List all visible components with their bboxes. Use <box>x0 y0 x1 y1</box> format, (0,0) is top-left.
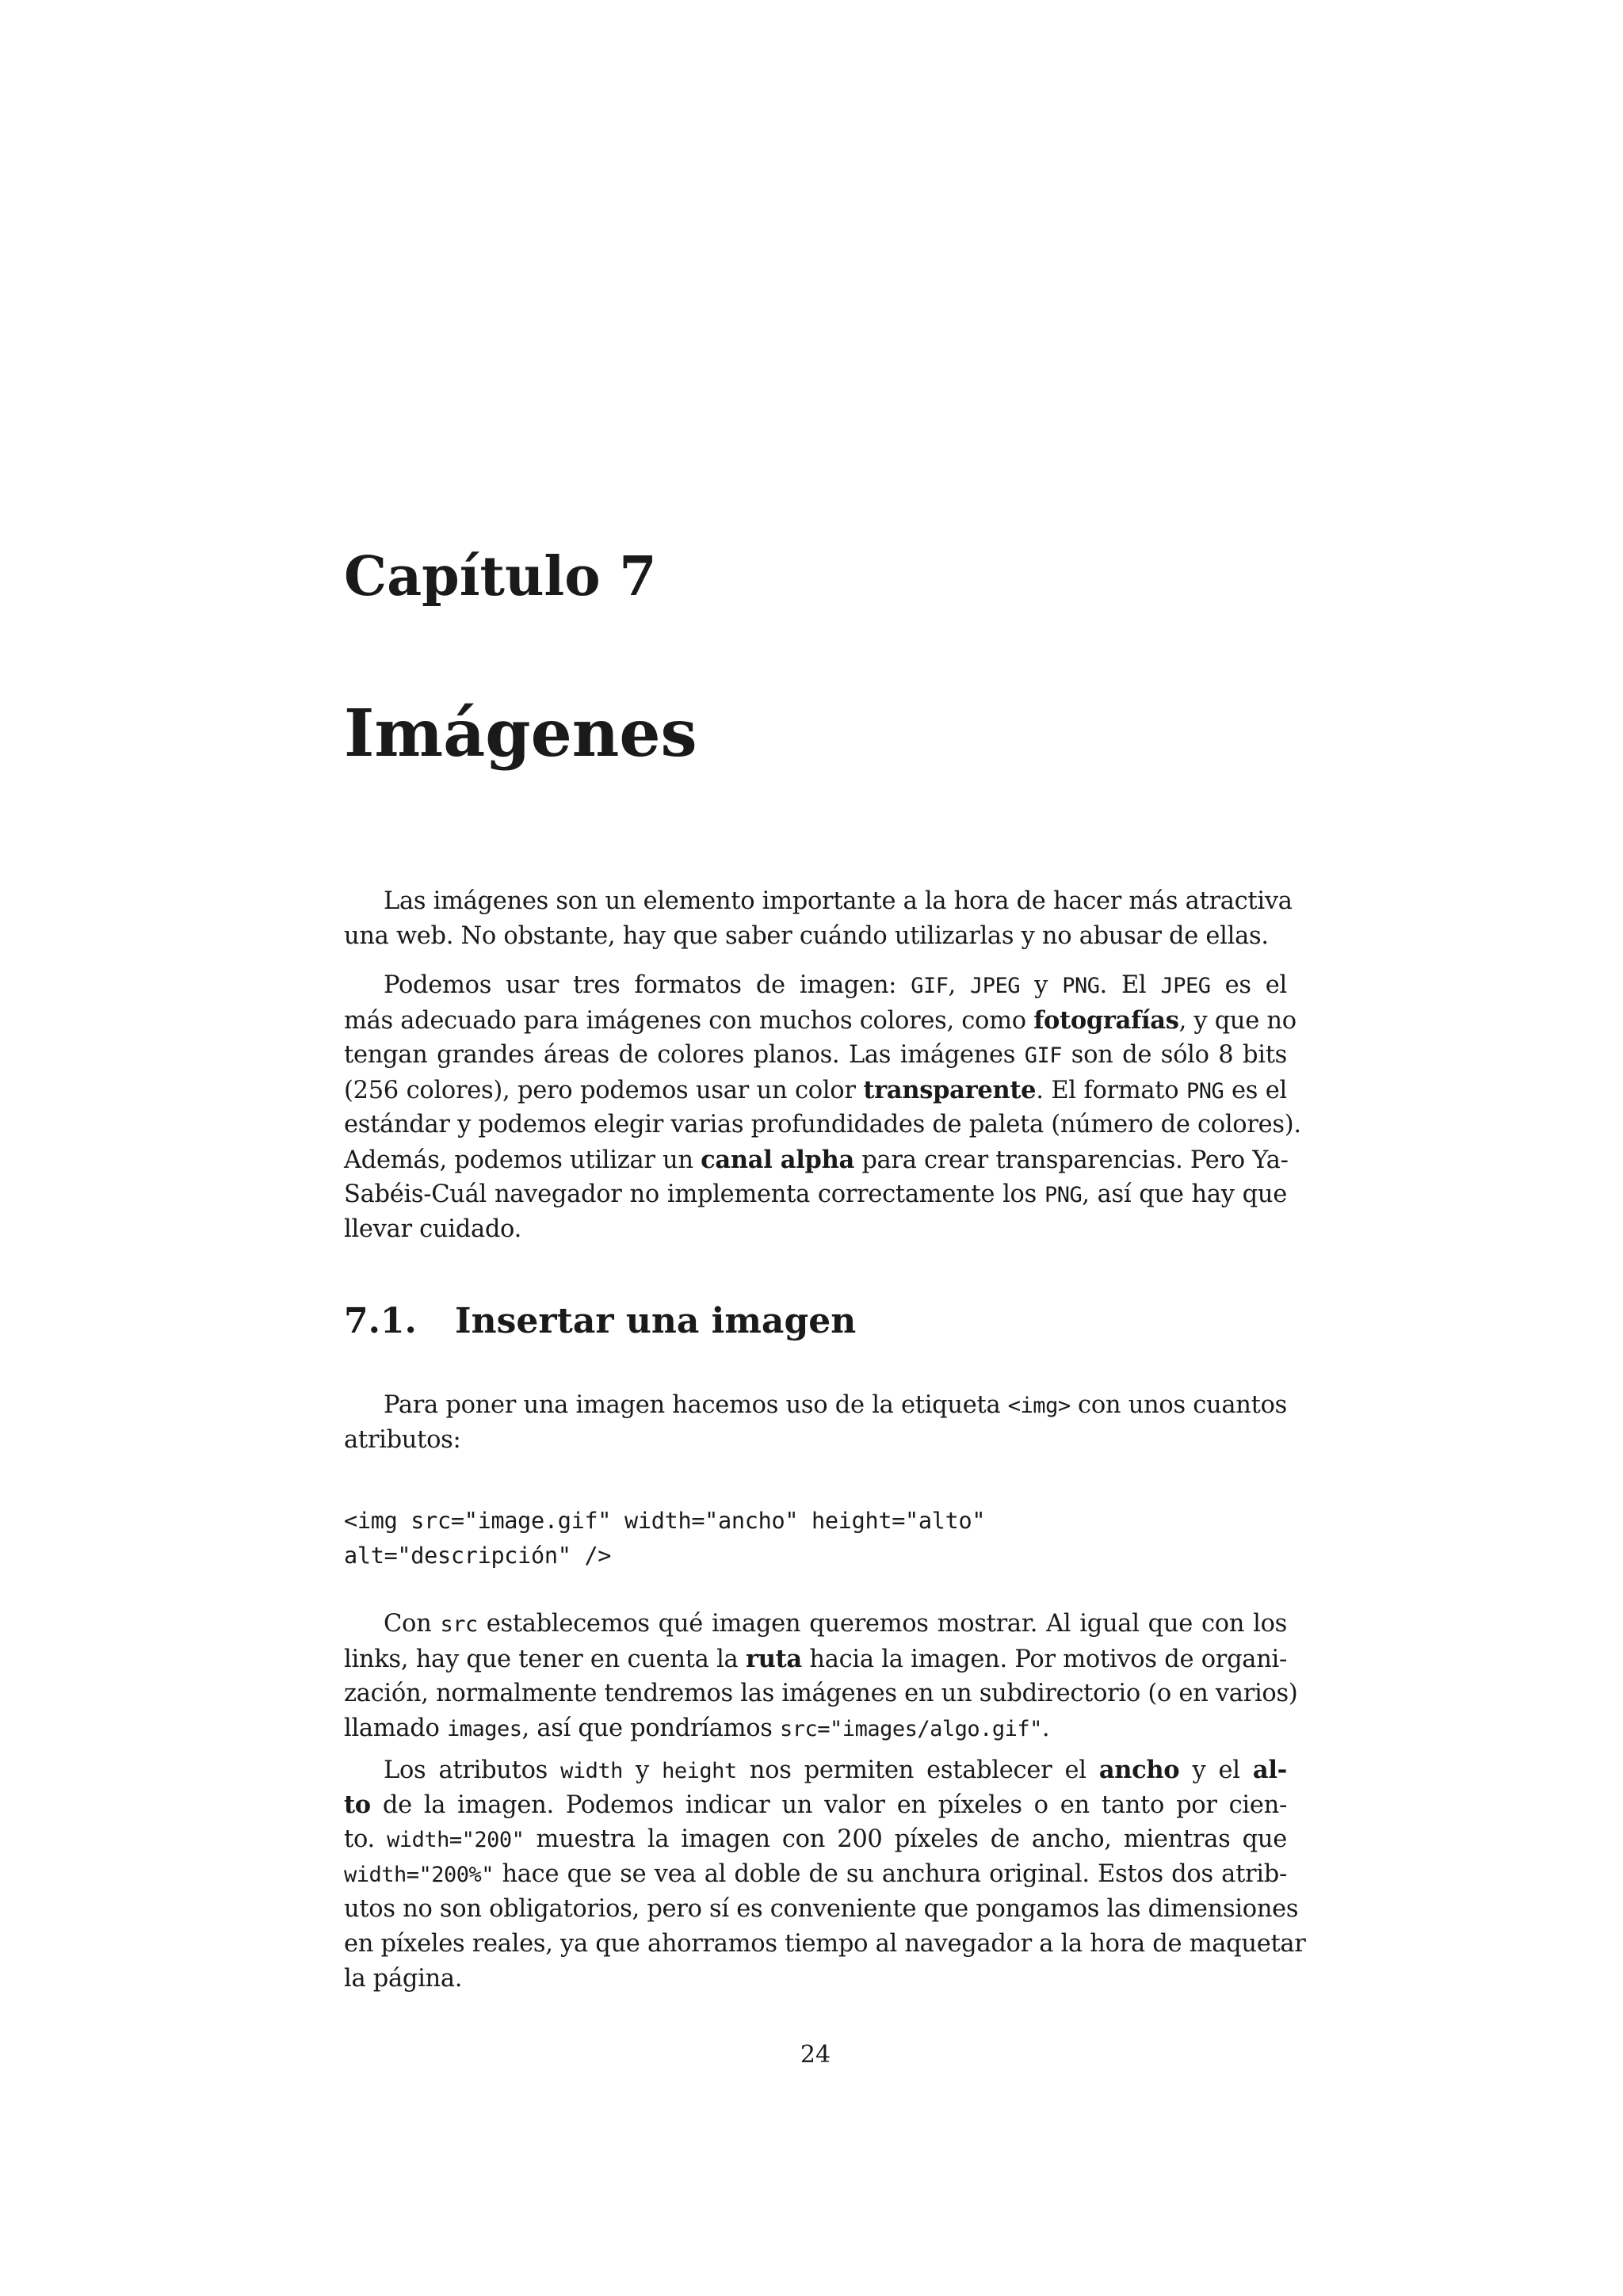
bold-term: ancho <box>1098 1756 1180 1784</box>
section-paragraph-2 <box>344 1607 1298 1746</box>
bold-term: al- <box>1252 1756 1287 1784</box>
code-line: alt="descripción" /> <box>344 1543 612 1569</box>
text-line: Además, podemos utilizar un canal alpha para crear transparencias. Pero Ya- <box>344 1146 1289 1174</box>
text-line: Para poner una imagen hacemos uso de la etiqueta <img> con unos cuantos <box>384 1391 1287 1419</box>
text-line: Las imágenes son un elemento importante a la hora de hacer más atractiva <box>384 887 1293 915</box>
text-line: atributos: <box>344 1426 461 1454</box>
section-heading <box>344 1299 856 1344</box>
text-line: to de la imagen. Podemos indicar un valor en píxeles o en tanto por cien- <box>344 1791 1287 1819</box>
chapter-label: Capítulo 7 <box>344 545 657 608</box>
intro-paragraph-2 <box>344 968 1301 1247</box>
bold-term: ruta <box>745 1645 802 1673</box>
text-line: width="200%" hace que se vea al doble de su anchura original. Estos dos atrib- <box>344 1860 1287 1888</box>
text-line: utos no son obligatorios, pero sí es conveniente que pongamos las dimensiones <box>344 1895 1299 1923</box>
chapter-title: Imágenes <box>344 696 697 772</box>
text-line: to. width="200" muestra la imagen con 200 píxeles de ancho, mientras que <box>344 1825 1288 1853</box>
text-line: estándar y podemos elegir varias profundidades de paleta (número de colores). <box>344 1111 1301 1138</box>
text-line: llevar cuidado. <box>344 1215 521 1243</box>
text-line: una web. No obstante, hay que saber cuándo utilizarlas y no abusar de ellas. <box>344 922 1269 950</box>
text-line: zación, normalmente tendremos las imágenes en un subdirectorio (o en varios) <box>344 1680 1298 1707</box>
bold-term: fotografías <box>1033 1006 1179 1035</box>
bold-term: transparente <box>863 1076 1037 1104</box>
text-line: (256 colores), pero podemos usar un color transparente. El formato PNG es el <box>344 1076 1287 1104</box>
code-line: <img src="image.gif" width="ancho" height="alto" <box>344 1508 986 1534</box>
text-line: Podemos usar tres formatos de imagen: GIF, JPEG y PNG. El JPEG es el <box>384 971 1287 999</box>
text-line: más adecuado para imágenes con muchos colores, como fotografías, y que no <box>344 1006 1296 1035</box>
section-title: Insertar una imagen <box>455 1301 857 1341</box>
code-block <box>344 1504 985 1573</box>
section-number: 7.1. <box>344 1301 417 1341</box>
section-paragraph-1 <box>344 1388 1287 1458</box>
document-page <box>344 0 1306 2296</box>
text-line: tengan grandes áreas de colores planos. Las imágenes GIF son de sólo 8 bits <box>344 1041 1288 1069</box>
text-line: la página. <box>344 1965 463 1993</box>
text-line: en píxeles reales, ya que ahorramos tiempo al navegador a la hora de maquetar <box>344 1930 1306 1958</box>
intro-paragraph-1 <box>344 884 1293 954</box>
text-line: links, hay que tener en cuenta la ruta hacia la imagen. Por motivos de organi- <box>344 1645 1287 1673</box>
bold-term: canal alpha <box>701 1146 854 1174</box>
bold-term: to <box>344 1791 371 1819</box>
text-line: llamado images, así que pondríamos src="images/algo.gif". <box>344 1714 1050 1742</box>
text-line: Sabéis-Cuál navegador no implementa correctamente los PNG, así que hay que <box>344 1180 1287 1208</box>
text-line: Los atributos width y height nos permiten establecer el ancho y el al- <box>384 1756 1287 1784</box>
section-paragraph-3 <box>344 1753 1306 1997</box>
page-number: 24 <box>800 2041 831 2069</box>
text-line: Con src establecemos qué imagen queremos mostrar. Al igual que con los <box>384 1610 1288 1638</box>
